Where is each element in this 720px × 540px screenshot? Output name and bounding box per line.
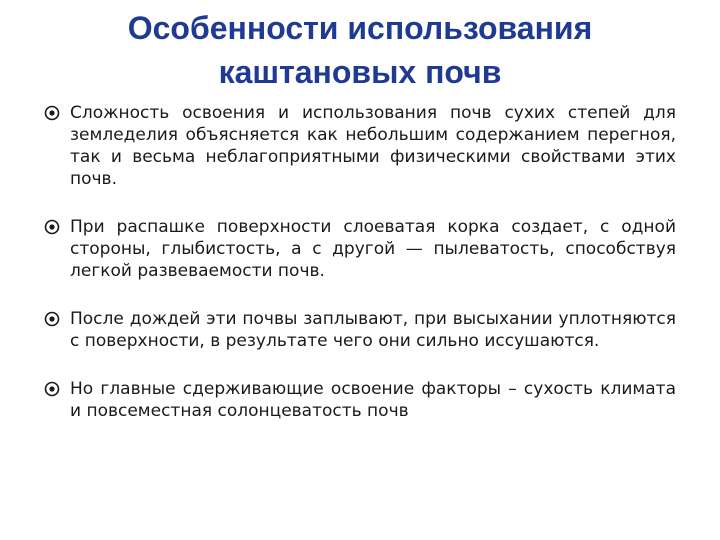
bullet-text: Сложность освоения и использования почв сухих степей для земледелия объясняется как небольшим содержанием перегноя, так и весьма неблагоприятными физическими свойствами этих почв. bbox=[70, 103, 676, 189]
slide-title bbox=[60, 6, 660, 94]
bullet-text: При распашке поверхности слоеватая корка создает, с одной стороны, глыбистость, а с другой — пылеватость, способствуя легкой развеваемости почв. bbox=[70, 217, 676, 281]
circled-dot-icon bbox=[44, 105, 60, 121]
slide-title-line-1: Особенности использования bbox=[127, 10, 593, 46]
bullet-text: После дождей эти почвы заплывают, при высыхании уплотняются с поверхности, в результате чего они сильно иссушаются. bbox=[70, 309, 676, 351]
bullet-item bbox=[44, 308, 676, 352]
bullet-item bbox=[44, 378, 676, 422]
slide-title-line-2: каштановых почв bbox=[218, 54, 502, 90]
bullet-item bbox=[44, 102, 676, 190]
bullet-list bbox=[44, 102, 676, 448]
circled-dot-icon bbox=[44, 311, 60, 327]
bullet-item bbox=[44, 216, 676, 282]
bullet-text: Но главные сдерживающие освоение факторы – сухость климата и повсеместная солонцеватость почв bbox=[70, 379, 676, 421]
circled-dot-icon bbox=[44, 381, 60, 397]
circled-dot-icon bbox=[44, 219, 60, 235]
